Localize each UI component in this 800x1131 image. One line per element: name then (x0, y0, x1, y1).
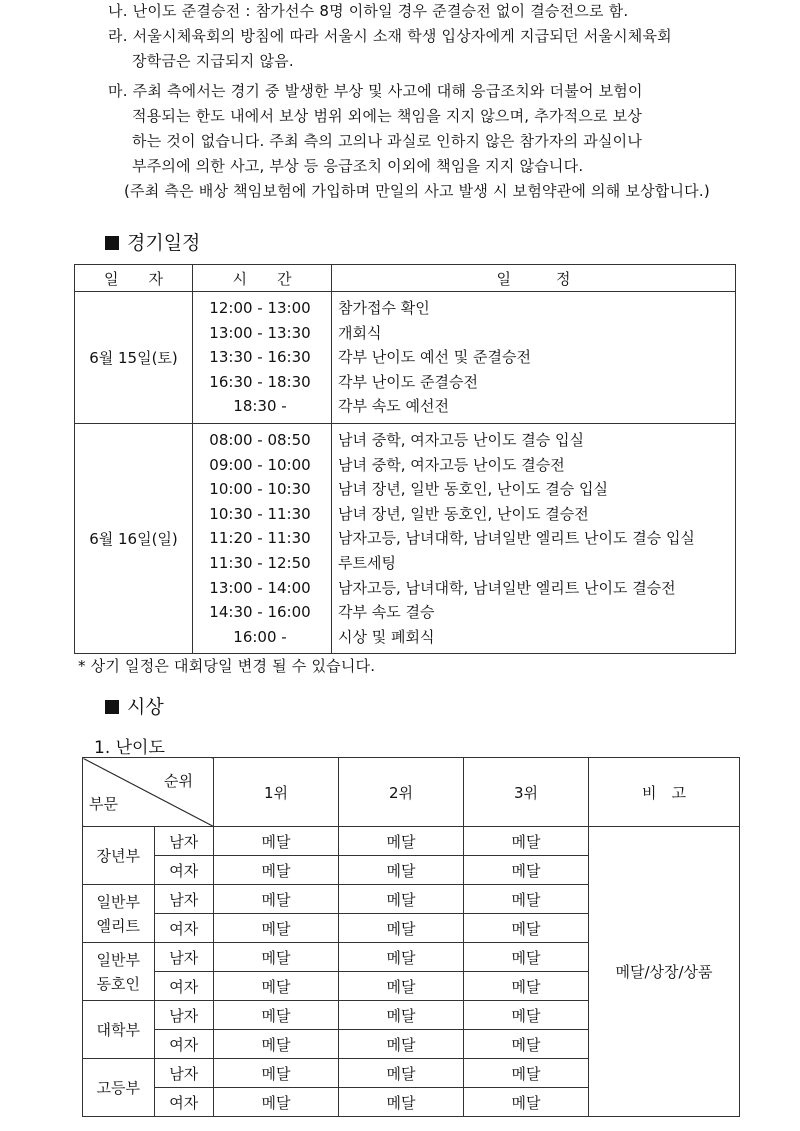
corner-label-division: 부문 (89, 795, 118, 813)
gender-cell: 여자 (154, 972, 213, 1001)
gender-cell: 남자 (154, 827, 213, 856)
time-slot: 11:30 - 12:50 (209, 553, 311, 572)
prize-cell: 메달 (214, 1030, 339, 1059)
header-rank-1: 1위 (214, 758, 339, 827)
prize-cell: 메달 (214, 972, 339, 1001)
prize-cell: 메달 (214, 943, 339, 972)
time-slot: 09:00 - 10:00 (209, 455, 311, 474)
schedule-header-row (75, 265, 736, 292)
note-ra-line2: 장학금은 지급되지 않음. (132, 52, 294, 70)
division-name: 일반부 동호인 (83, 943, 155, 1001)
time-slot: 13:00 - 14:00 (209, 578, 311, 597)
time-slot: 10:00 - 10:30 (209, 480, 311, 499)
header-time: 시 간 (193, 265, 332, 292)
event-item: 시상 및 폐회식 (338, 627, 435, 646)
prize-cell: 메달 (464, 885, 589, 914)
header-rank-2: 2위 (339, 758, 464, 827)
schedule-day-row (75, 292, 736, 424)
event-item: 남자고등, 남녀대학, 남녀일반 엘리트 난이도 결승전 (338, 578, 676, 597)
prize-cell: 메달 (339, 885, 464, 914)
note-ma-line4: 부주의에 의한 사고, 부상 등 응급조치 이외에 책임을 지지 않습니다. (132, 157, 584, 175)
note-ma-line5: (주최 측은 배상 책임보험에 가입하며 만일의 사고 발생 시 보험약관에 의해 보상합니다.) (124, 182, 710, 200)
prize-cell: 메달 (214, 885, 339, 914)
prize-cell: 메달 (464, 972, 589, 1001)
corner-label-rank: 순위 (164, 772, 193, 790)
gender-cell: 남자 (154, 1059, 213, 1088)
note-ma-line2: 적용되는 한도 내에서 보상 범위 외에는 책임을 지지 않으며, 추가적으로 보상 (132, 107, 643, 125)
division-name: 일반부 엘리트 (83, 885, 155, 943)
prize-cell: 메달 (214, 1001, 339, 1030)
prize-cell: 메달 (464, 1088, 589, 1117)
event-item: 남자고등, 남녀대학, 남녀일반 엘리트 난이도 결승 입실 (338, 529, 695, 548)
prize-cell: 메달 (339, 914, 464, 943)
header-rank-3: 3위 (464, 758, 589, 827)
event-item: 각부 난이도 예선 및 준결승전 (338, 348, 531, 367)
gender-cell: 남자 (154, 1001, 213, 1030)
schedule-footnote: * 상기 일정은 대회당일 변경 될 수 있습니다. (78, 657, 376, 675)
schedule-title: 경기일정 (127, 232, 201, 254)
schedule-times (193, 423, 332, 653)
event-item: 각부 속도 예선전 (338, 397, 449, 416)
schedule-table (74, 264, 736, 654)
prize-cell: 메달 (464, 914, 589, 943)
prize-cell: 메달 (464, 827, 589, 856)
division-name: 대학부 (83, 1001, 155, 1059)
time-slot: 16:30 - 18:30 (209, 372, 311, 391)
prize-cell: 메달 (339, 856, 464, 885)
diagonal-corner-cell (83, 758, 214, 827)
event-item: 남녀 장년, 일반 동호인, 난이도 결승전 (338, 504, 589, 523)
event-item: 각부 속도 결승 (338, 603, 435, 622)
square-bullet-icon (105, 700, 119, 714)
prize-cell: 메달 (464, 1030, 589, 1059)
square-bullet-icon (105, 236, 119, 250)
schedule-date: 6월 16일(일) (75, 423, 193, 653)
header-remark: 비 고 (589, 758, 740, 827)
gender-cell: 여자 (154, 856, 213, 885)
note-na: 나. 난이도 준결승전 : 참가선수 8명 이하일 경우 준결승전 없이 결승전으로 함. (108, 2, 629, 20)
schedule-heading (105, 228, 200, 255)
division-name: 고등부 (83, 1059, 155, 1117)
time-slot: 16:00 - (233, 627, 287, 646)
gender-cell: 여자 (154, 914, 213, 943)
gender-cell: 남자 (154, 885, 213, 914)
prize-cell: 메달 (339, 827, 464, 856)
prize-cell: 메달 (214, 856, 339, 885)
event-item: 남녀 중학, 여자고등 난이도 결승전 (338, 455, 565, 474)
prize-cell: 메달 (214, 1088, 339, 1117)
event-item: 참가접수 확인 (338, 299, 430, 317)
gender-cell: 여자 (154, 1088, 213, 1117)
time-slot: 13:30 - 16:30 (209, 348, 311, 367)
time-slot: 13:00 - 13:30 (209, 323, 311, 342)
header-date: 일 자 (75, 265, 193, 292)
awards-header-row (83, 758, 740, 827)
note-ma-line3: 하는 것이 없습니다. 주최 측의 고의나 과실로 인하지 않은 참가자의 과실이나 (132, 132, 643, 150)
time-slot: 14:30 - 16:00 (209, 603, 311, 622)
award-row (83, 827, 740, 856)
schedule-events (332, 423, 736, 653)
prize-cell: 메달 (464, 1001, 589, 1030)
awards-title: 시상 (127, 696, 164, 718)
event-item: 각부 난이도 준결승전 (338, 372, 478, 391)
event-item: 남녀 중학, 여자고등 난이도 결승 입실 (338, 430, 584, 449)
header-program: 일 정 (332, 265, 736, 292)
schedule-times (193, 292, 332, 424)
prize-cell: 메달 (339, 1001, 464, 1030)
prize-cell: 메달 (339, 972, 464, 1001)
gender-cell: 여자 (154, 1030, 213, 1059)
prize-cell: 메달 (464, 1059, 589, 1088)
event-item: 개회식 (338, 323, 382, 342)
awards-body (83, 827, 740, 1117)
time-slot: 10:30 - 11:30 (209, 504, 311, 523)
awards-heading (105, 692, 164, 719)
prize-cell: 메달 (214, 827, 339, 856)
prize-cell: 메달 (464, 943, 589, 972)
gender-cell: 남자 (154, 943, 213, 972)
schedule-day-row (75, 423, 736, 653)
time-slot: 11:20 - 11:30 (209, 529, 311, 548)
prize-cell: 메달 (339, 1030, 464, 1059)
prize-cell: 메달 (214, 914, 339, 943)
division-name: 장년부 (83, 827, 155, 885)
prize-cell: 메달 (339, 943, 464, 972)
schedule-events (332, 292, 736, 424)
event-item: 루트세팅 (338, 553, 396, 572)
prize-cell: 메달 (339, 1059, 464, 1088)
prize-cell: 메달 (214, 1059, 339, 1088)
remark-cell: 메달/상장/상품 (589, 827, 740, 1117)
note-ma-line1: 마. 주최 측에서는 경기 중 발생한 부상 및 사고에 대해 응급조치와 더불어 보험이 (108, 82, 643, 100)
time-slot: 12:00 - 13:00 (209, 299, 311, 317)
prize-cell: 메달 (339, 1088, 464, 1117)
note-ra-line1: 라. 서울시체육회의 방침에 따라 서울시 소재 학생 입상자에게 지급되던 서울시체육회 (108, 27, 672, 45)
awards-subtitle: 1. 난이도 (94, 738, 165, 758)
event-item: 남녀 장년, 일반 동호인, 난이도 결승 입실 (338, 480, 608, 499)
time-slot: 18:30 - (233, 397, 287, 416)
time-slot: 08:00 - 08:50 (209, 430, 311, 449)
schedule-date: 6월 15일(토) (75, 292, 193, 424)
prize-cell: 메달 (464, 856, 589, 885)
awards-table (82, 757, 740, 1117)
